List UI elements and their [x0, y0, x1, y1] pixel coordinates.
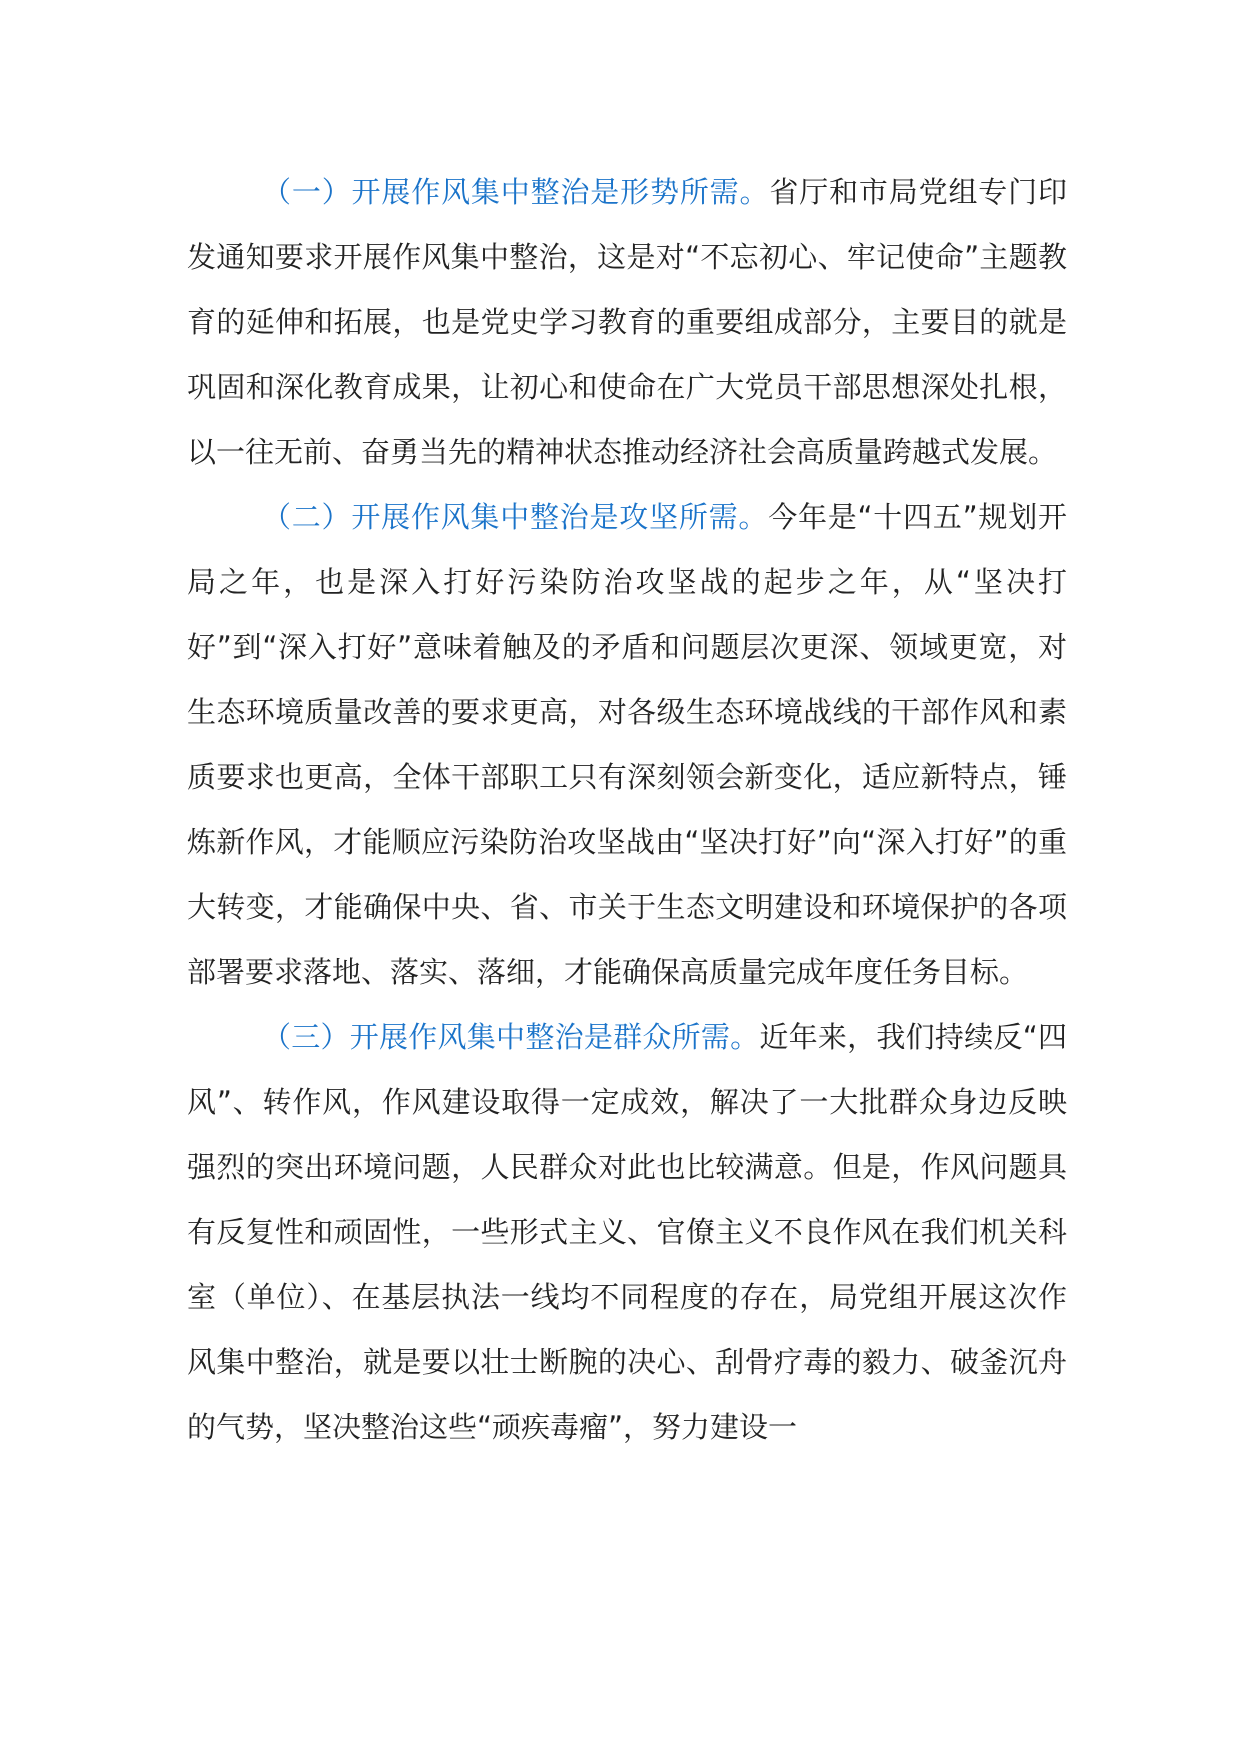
paragraph-1-text: 省厅和市局党组专门印发通知要求开展作风集中整治，这是对“不忘初心、牢记使命”主题教育的延伸和拓展，也是党史学习教育的重要组成部分，主要目的就是巩固和深化教育成果，让初心和使命在广大党员干部思想深处扎根，以一往无前、奋勇当先的精神状态推动经济社会高质量跨越式发展。	[187, 175, 1067, 469]
paragraph-2-heading: （二）开展作风集中整治是攻坚所需。	[262, 500, 769, 534]
paragraph-1	[187, 160, 1067, 485]
paragraph-3	[187, 1005, 1067, 1460]
document-body	[187, 160, 1067, 1460]
paragraph-3-text: 近年来，我们持续反“四风”、转作风，作风建设取得一定成效，解决了一大批群众身边反映强烈的突出环境问题，人民群众对此也比较满意。但是，作风问题具有反复性和顽固性，一些形式主义、官僚主义不良作风在我们机关科室（单位）、在基层执法一线均不同程度的存在，局党组开展这次作风集中整治，就是要以壮士断腕的决心、刮骨疗毒的毅力、破釜沉舟的气势，坚决整治这些“顽疾毒瘤”，努力建设一	[187, 1020, 1067, 1444]
paragraph-2	[187, 485, 1067, 1005]
paragraph-3-heading: （三）开展作风集中整治是群众所需。	[262, 1020, 760, 1054]
paragraph-2-text: 今年是“十四五”规划开局之年，也是深入打好污染防治攻坚战的起步之年，从“坚决打好”到“深入打好”意味着触及的矛盾和问题层次更深、领域更宽，对生态环境质量改善的要求更高，对各级生态环境战线的干部作风和素质要求也更高，全体干部职工只有深刻领会新变化，适应新特点，锤炼新作风，才能顺应污染防治攻坚战由“坚决打好”向“深入打好”的重大转变，才能确保中央、省、市关于生态文明建设和环境保护的各项部署要求落地、落实、落细，才能确保高质量完成年度任务目标。	[187, 500, 1067, 989]
paragraph-1-heading: （一）开展作风集中整治是形势所需。	[262, 175, 770, 209]
